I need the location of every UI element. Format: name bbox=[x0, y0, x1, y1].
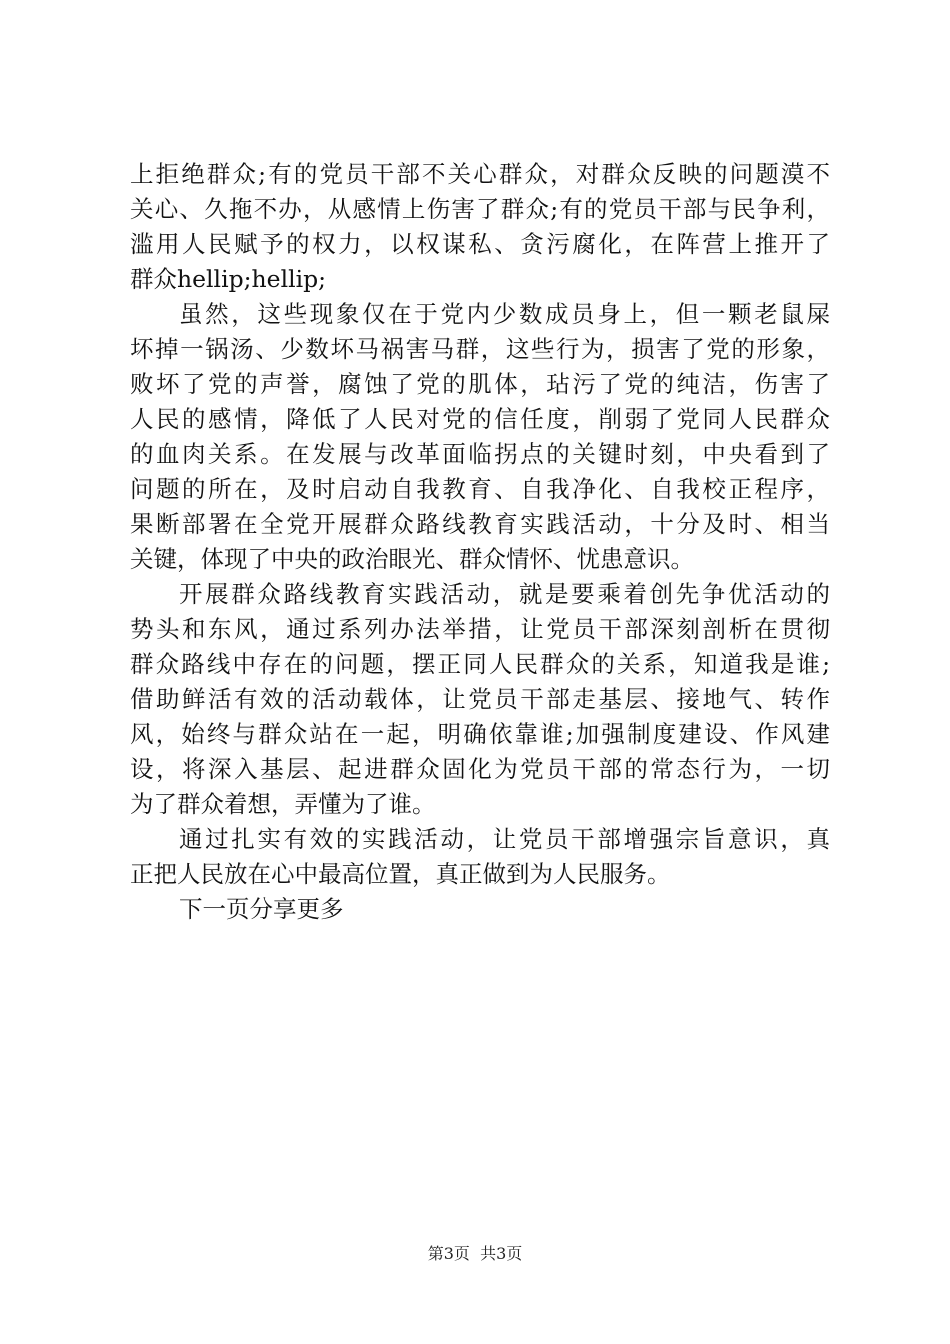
text-line: 通过扎实有效的实践活动，让党员干部增强宗旨意识，真 bbox=[179, 825, 830, 853]
text-line: 群众hellip;hellip; bbox=[130, 265, 327, 293]
paragraph bbox=[130, 577, 830, 822]
text-line: 上拒绝群众;有的党员干部不关心群众，对群众反映的问题漠不 bbox=[130, 160, 830, 188]
text-line: 虽然，这些现象仅在于党内少数成员身上，但一颗老鼠屎 bbox=[179, 300, 830, 328]
text-line: 败坏了党的声誉，腐蚀了党的肌体，玷污了党的纯洁，伤害了 bbox=[130, 370, 830, 398]
text-line: 关心、久拖不办，从感情上伤害了群众;有的党员干部与民争利， bbox=[130, 195, 830, 223]
text-line: 正把人民放在心中最高位置，真正做到为人民服务。 bbox=[130, 860, 671, 888]
text-line: 滥用人民赋予的权力，以权谋私、贪污腐化，在阵营上推开了 bbox=[130, 230, 830, 258]
paragraph bbox=[130, 297, 830, 577]
text-line: 为了群众着想，弄懂为了谁。 bbox=[130, 790, 436, 818]
paragraph bbox=[130, 822, 830, 892]
page-footer: 第3页 共3页 bbox=[427, 1244, 523, 1263]
document-body bbox=[130, 157, 830, 927]
text-line: 开展群众路线教育实践活动，就是要乘着创先争优活动的 bbox=[179, 580, 830, 608]
text-line: 势头和东风，通过系列办法举措，让党员干部深刻剖析在贯彻 bbox=[130, 615, 830, 643]
text-line: 下一页分享更多 bbox=[179, 895, 344, 923]
paragraph bbox=[130, 157, 830, 297]
text-line: 风，始终与群众站在一起，明确依靠谁;加强制度建设、作风建 bbox=[130, 720, 830, 748]
text-line: 群众路线中存在的问题，摆正同人民群众的关系，知道我是谁; bbox=[130, 650, 830, 678]
text-line: 果断部署在全党开展群众路线教育实践活动，十分及时、相当 bbox=[130, 510, 830, 538]
text-line: 人民的感情，降低了人民对党的信任度，削弱了党同人民群众 bbox=[130, 405, 830, 433]
text-line: 的血肉关系。在发展与改革面临拐点的关键时刻，中央看到了 bbox=[130, 440, 830, 468]
text-line: 问题的所在，及时启动自我教育、自我净化、自我校正程序， bbox=[130, 475, 830, 503]
paragraph bbox=[130, 892, 830, 927]
text-line: 借助鲜活有效的活动载体，让党员干部走基层、接地气、转作 bbox=[130, 685, 830, 713]
text-line: 坏掉一锅汤、少数坏马祸害马群，这些行为，损害了党的形象， bbox=[130, 335, 830, 363]
text-line: 关键，体现了中央的政治眼光、群众情怀、忧患意识。 bbox=[130, 545, 694, 573]
text-line: 设，将深入基层、起进群众固化为党员干部的常态行为，一切 bbox=[130, 755, 830, 783]
